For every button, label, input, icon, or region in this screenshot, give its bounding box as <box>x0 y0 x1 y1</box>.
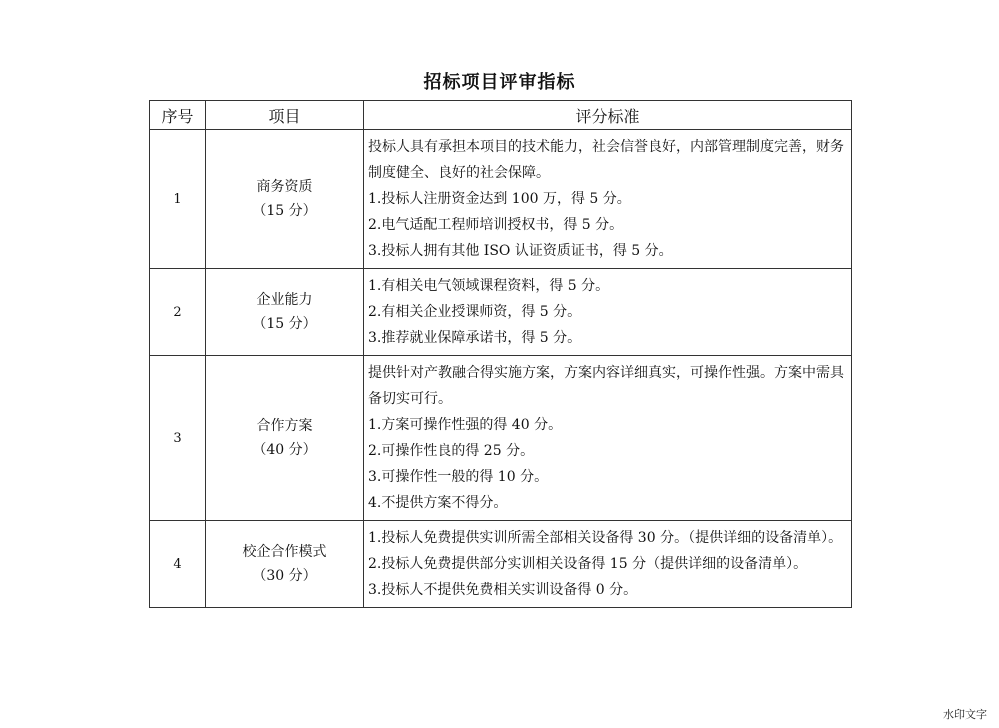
standard-cell <box>364 269 852 356</box>
standard-line: 2.可操作性良的得 25 分。 <box>368 443 535 459</box>
standard-line: 1.方案可操作性强的得 40 分。 <box>368 417 563 433</box>
standard-line: 2.电气适配工程师培训授权书，得 5 分。 <box>368 217 624 233</box>
standard-line: 投标人具有承担本项目的技术能力，社会信誉良好，内部管理制度完善，财务制度健全、良好的社会保障。 <box>368 139 844 181</box>
standard-line: 1.投标人免费提供实训所需全部相关设备得 30 分。（提供详细的设备清单）。 <box>368 530 843 546</box>
standard-line: 1.投标人注册资金达到 100 万，得 5 分。 <box>368 191 631 207</box>
header-item: 项目 <box>206 101 364 130</box>
standard-line: 提供针对产教融合得实施方案，方案内容详细真实，可操作性强。方案中需具备切实可行。 <box>368 365 844 407</box>
item-cell <box>206 130 364 269</box>
row-number: 2 <box>150 269 206 356</box>
item-name: 商务资质 <box>256 179 313 195</box>
standard-cell <box>364 356 852 521</box>
standard-line: 1.有相关电气领域课程资料，得 5 分。 <box>368 278 610 294</box>
standard-line: 3.推荐就业保障承诺书，得 5 分。 <box>368 330 582 346</box>
header-no: 序号 <box>150 101 206 130</box>
table-row <box>150 130 852 269</box>
table-row <box>150 521 852 608</box>
standard-line: 2.有相关企业授课师资，得 5 分。 <box>368 304 582 320</box>
item-score: （30 分） <box>252 568 317 584</box>
item-score: （15 分） <box>252 203 317 219</box>
item-cell <box>206 356 364 521</box>
standard-line: 3.投标人拥有其他 ISO 认证资质证书，得 5 分。 <box>368 243 673 259</box>
row-number: 1 <box>150 130 206 269</box>
table-row <box>150 356 852 521</box>
header-standard: 评分标准 <box>364 101 852 130</box>
item-score: （40 分） <box>252 442 317 458</box>
item-cell <box>206 269 364 356</box>
item-name: 企业能力 <box>256 292 313 308</box>
table-row <box>150 269 852 356</box>
standard-line: 2.投标人免费提供部分实训相关设备得 15 分（提供详细的设备清单）。 <box>368 556 808 572</box>
criteria-table <box>149 100 852 608</box>
row-number: 3 <box>150 356 206 521</box>
row-number: 4 <box>150 521 206 608</box>
item-cell <box>206 521 364 608</box>
watermark-text: 水印文字 <box>943 708 987 721</box>
standard-line: 4.不提供方案不得分。 <box>368 495 508 511</box>
standard-line: 3.可操作性一般的得 10 分。 <box>368 469 549 485</box>
item-score: （15 分） <box>252 316 317 332</box>
header-row <box>150 101 852 130</box>
item-name: 合作方案 <box>256 418 313 434</box>
standard-cell <box>364 521 852 608</box>
standard-line: 3.投标人不提供免费相关实训设备得 0 分。 <box>368 582 638 598</box>
standard-cell <box>364 130 852 269</box>
item-name: 校企合作模式 <box>242 544 327 560</box>
page-title: 招标项目评审指标 <box>423 72 576 93</box>
